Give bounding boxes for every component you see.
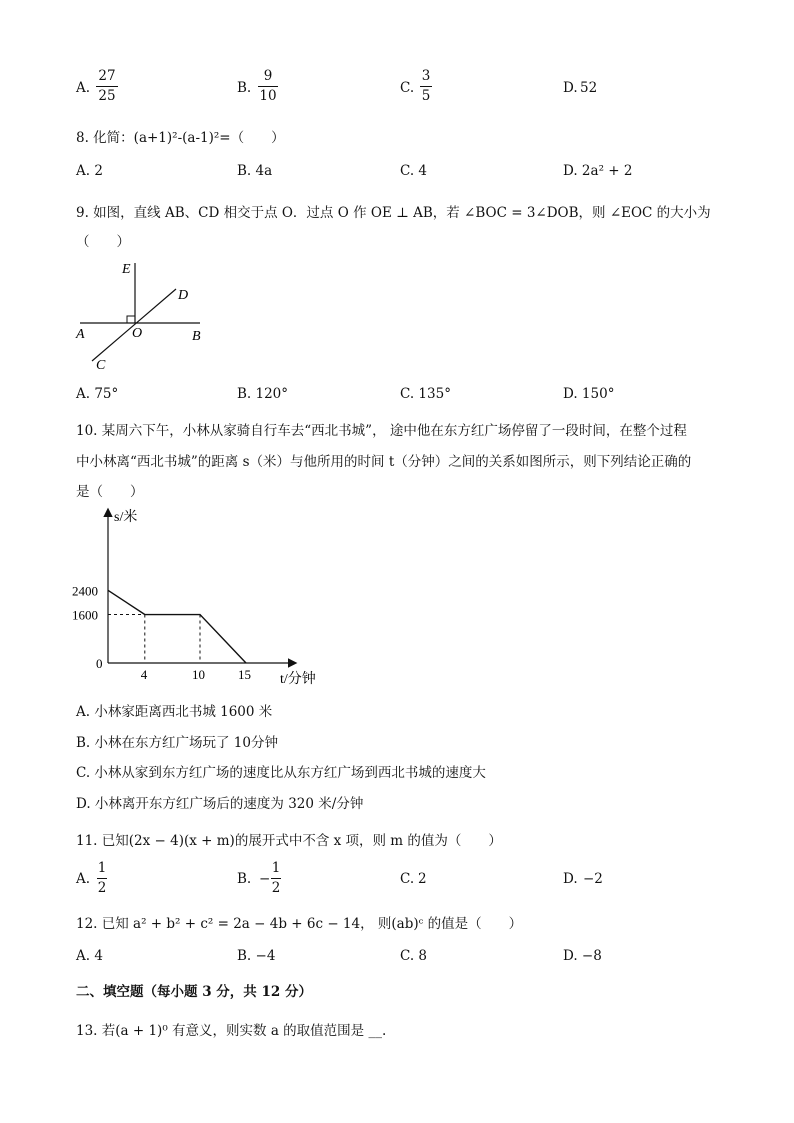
q10-distance-time-chart — [70, 502, 340, 692]
q12-option-b: B. −4 — [237, 948, 276, 964]
q9-stem: 9. 如图，直线 AB、CD 相交于点 O．过点 O 作 OE ⊥ AB，若 ∠BOC = 3∠DOB，则 ∠EOC 的大小为 — [76, 205, 711, 221]
q7-option-a-label: A. — [76, 80, 91, 96]
q8-option-b: B. 4a — [237, 163, 273, 179]
y-tick-label-1600: 1600 — [72, 607, 98, 623]
q7-option-a-fraction — [96, 68, 118, 105]
q13-stem: 13. 若(a + 1)⁰ 有意义，则实数 a 的取值范围是 __. — [76, 1023, 387, 1039]
right-angle-mark — [127, 316, 135, 323]
q11-option-b-fraction — [271, 860, 281, 897]
q11-option-b-sign: − — [259, 871, 271, 887]
q10-option-c: C. 小林从家到东方红广场的速度比从东方红广场到西北书城的速度大 — [76, 765, 486, 781]
q12-option-c: C. 8 — [400, 948, 428, 964]
numerator: 1 — [271, 860, 281, 876]
q8-option-a: A. 2 — [76, 163, 103, 179]
q7-option-c-fraction — [420, 68, 432, 105]
denominator: 25 — [98, 88, 116, 104]
q7-option-b-label: B. — [237, 80, 252, 96]
q9-option-c: C. 135° — [400, 386, 451, 402]
q10-option-b: B. 小林在东方红广场玩了 10分钟 — [76, 735, 278, 751]
y-axis-label: s/米 — [114, 510, 138, 525]
q9-option-a: A. 75° — [76, 386, 119, 402]
line-cd — [92, 289, 176, 361]
q11-option-c-label: C. — [400, 871, 415, 887]
q10-option-a: A. 小林家距离西北书城 1600 米 — [76, 704, 273, 720]
label-b: B — [192, 329, 201, 344]
denominator: 10 — [259, 88, 277, 104]
q8-stem: 8. 化简：(a+1)²-(a-1)²=（ ） — [76, 130, 285, 146]
q12-option-d: D. −8 — [563, 948, 602, 964]
q9-geometry-figure — [70, 255, 220, 375]
q9-option-b: B. 120° — [237, 386, 289, 402]
q10-option-d: D. 小林离开东方红广场后的速度为 320 米/分钟 — [76, 796, 364, 812]
q11-option-a-fraction — [97, 860, 107, 897]
q7-option-c-label: C. — [400, 80, 415, 96]
series-line — [108, 590, 246, 663]
q11-option-c-text: 2 — [418, 871, 427, 887]
x-tick-label-4: 4 — [140, 667, 148, 682]
x-axis-label: t/分钟 — [280, 672, 316, 687]
denominator: 5 — [421, 88, 431, 104]
q11-option-d-label: D. — [563, 871, 578, 887]
x-tick-label-15: 15 — [238, 667, 251, 682]
q9-option-d: D. 150° — [563, 386, 615, 402]
label-a: A — [76, 327, 85, 342]
label-d: D — [178, 288, 189, 303]
q12-option-a: A. 4 — [76, 948, 103, 964]
q10-stem-line3: 是（ ） — [76, 484, 144, 500]
section-title-fill-in: 二、填空题（每小题 3 分，共 12 分） — [76, 984, 312, 1000]
numerator: 27 — [98, 68, 116, 84]
numerator: 3 — [421, 68, 431, 84]
q11-option-d-text: −2 — [583, 871, 603, 887]
q11-stem: 11. 已知(2x − 4)(x + m)的展开式中不含 x 项，则 m 的值为（ ） — [76, 833, 502, 849]
y-tick-label-2400: 2400 — [72, 583, 98, 599]
q7-option-b-fraction — [258, 68, 278, 105]
label-o: O — [132, 326, 143, 341]
q8-option-c: C. 4 — [400, 163, 428, 179]
denominator: 2 — [271, 880, 281, 896]
q10-stem-line1: 10. 某周六下午，小林从家骑自行车去“西北书城”， 途中他在东方红广场停留了一段时间，在整个过程 — [76, 423, 687, 439]
q8-option-d: D. 2a² + 2 — [563, 163, 633, 179]
q7-option-d-label: D. — [563, 80, 578, 96]
label-c: C — [96, 358, 106, 373]
numerator: 1 — [97, 860, 107, 876]
denominator: 2 — [97, 880, 107, 896]
q11-option-b-label: B. — [237, 871, 252, 887]
q7-option-d-text: 52 — [580, 80, 598, 96]
origin-label: 0 — [96, 656, 103, 671]
q11-option-a-label: A. — [76, 871, 91, 887]
q12-stem: 12. 已知 a² + b² + c² = 2a − 4b + 6c − 14， 则(ab)ᶜ 的值是（ ） — [76, 916, 523, 932]
numerator: 9 — [263, 68, 273, 84]
q9-stem-cont: （ ） — [76, 234, 130, 250]
label-e: E — [122, 262, 131, 277]
q10-stem-line2: 中小林离“西北书城”的距离 s（米）与他所用的时间 t（分钟）之间的关系如图所示，则下列结论正确的 — [76, 454, 692, 470]
x-tick-label-10: 10 — [192, 667, 205, 682]
